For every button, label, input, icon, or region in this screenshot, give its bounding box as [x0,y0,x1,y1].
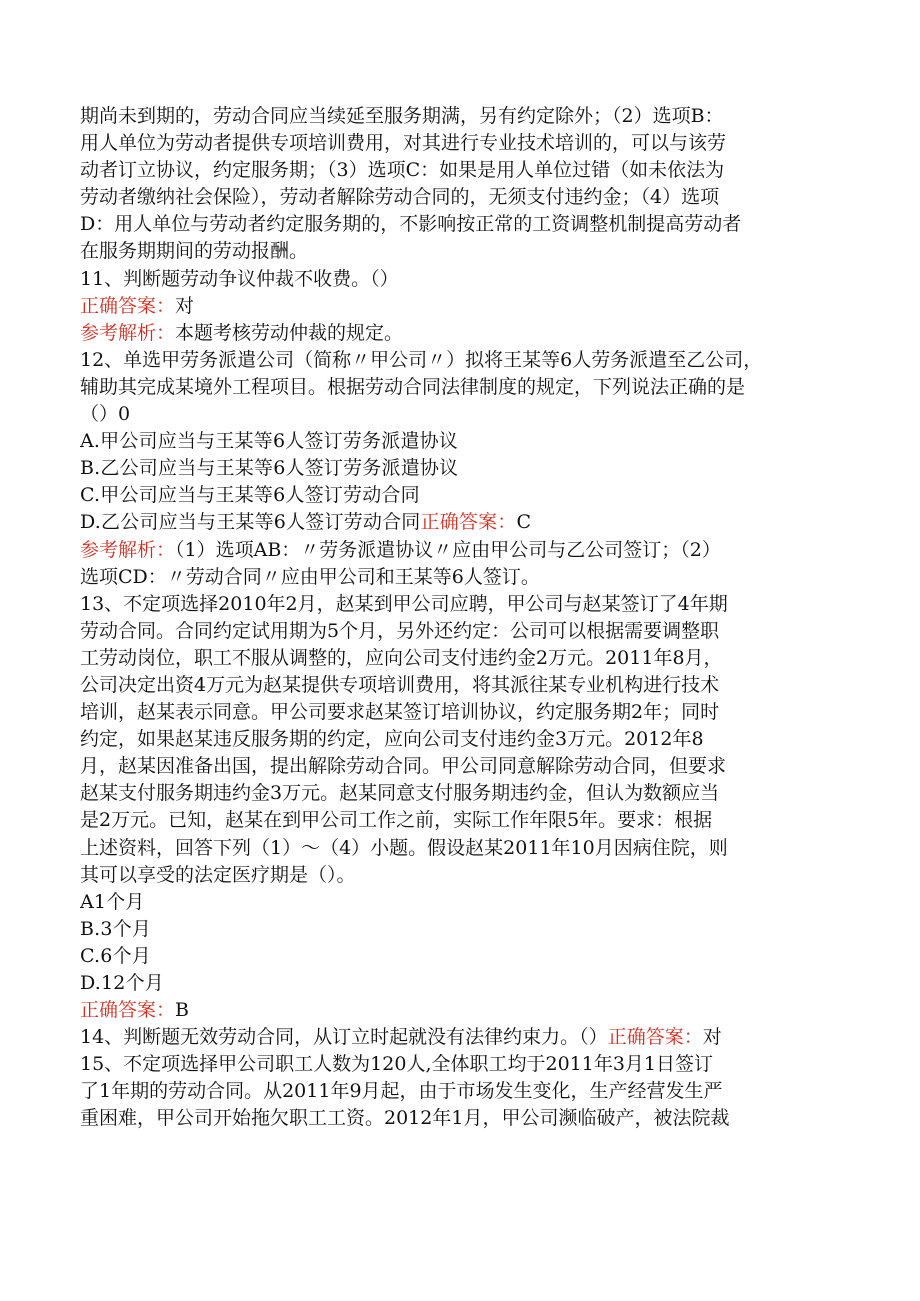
answer-label: 正确答案： [607,1026,703,1049]
option-a: A1个月 [80,890,145,913]
option-c: C.6个月 [80,944,151,967]
answer-line [80,293,840,320]
option-d: D.乙公司应当与王某等6人签订劳动合同 [80,511,421,534]
analysis-line [80,320,840,347]
option-d-with-answer [80,509,840,536]
text-line: 用人单位为劳动者提供专项培训费用，对其进行专业技术培训的，可以与该劳 [80,132,727,155]
question-14 [80,1024,840,1051]
answer-value: C [516,511,532,534]
text-line: （）0 [80,403,131,426]
answer-label: 正确答案： [80,999,176,1022]
option-c: C.甲公司应当与王某等6人签订劳动合同 [80,484,420,507]
text-line: 月，赵某因准备出国，提出解除劳动合同。甲公司同意解除劳动合同，但要求 [80,755,727,778]
text-line: 劳动合同。合同约定试用期为5个月，另外还约定：公司可以根据需要调整职 [80,619,720,642]
text-line: 在服务期期间的劳动报酬。 [80,240,309,263]
answer-label: 正确答案： [420,511,517,534]
text-line: 辅助其完成某境外工程项目。根据劳动合同法律制度的规定，下列说法正确的是 [80,375,746,398]
question-13: 13、不定项选择2010年2月，赵某到甲公司应聘，甲公司与赵某签订了4年期 [80,592,728,615]
text-line: 了1年期的劳动合同。从2011年9月起，由于市场发生变化，生产经营发生严 [80,1080,723,1103]
text-line: 培训，赵某表示同意。甲公司要求赵某签订培训协议，约定服务期2年；同时 [80,701,720,724]
analysis-label: 参考解析： [80,321,176,344]
text-line: 公司决定出资4万元为赵某提供专项培训费用，将其派往某专业机构进行技术 [80,673,720,696]
option-b: B.乙公司应当与王某等6人签订劳务派遣协议 [80,457,459,480]
text-line: D：用人单位与劳动者约定服务期的，不影响按正常的工资调整机制提高劳动者 [80,213,742,236]
answer-value: B [175,999,189,1022]
question-15: 15、不定项选择甲公司职工人数为120人,全体职工均于2011年3月1日签订 [80,1053,714,1076]
text-line: 约定，如果赵某违反服务期的约定，应向公司支付违约金3万元。2012年8 [80,728,704,751]
text-line: 赵某支付服务期违约金3万元。赵某同意支付服务期违约金，但认为数额应当 [80,782,720,805]
text-line: 动者订立协议，约定服务期；（3）选项C：如果是用人单位过错（如未依法为 [80,159,725,182]
analysis-value: 本题考核劳动仲裁的规定。 [175,321,404,344]
question-14-text: 14、判断题无效劳动合同，从订立时起就没有法律约束力。（） [80,1026,608,1049]
text-line: 选项CD：〃劳动合同〃应由甲公司和王某等6人签订。 [80,565,540,588]
text-line: 上述资料，回答下列（1）～（4）小题。假设赵某2011年10月因病住院，则 [80,836,728,859]
answer-label: 正确答案： [80,294,176,317]
analysis-line [80,537,840,564]
text-line: 其可以享受的法定医疗期是（）。 [80,863,356,886]
answer-line [80,997,840,1024]
option-b: B.3个月 [80,917,152,940]
text-line: 工劳动岗位，职工不服从调整的，应向公司支付违约金2万元。2011年8月， [80,646,723,669]
text-line: 是2万元。已知，赵某在到甲公司工作之前，实际工作年限5年。要求：根据 [80,809,713,832]
question-11: 11、判断题劳动争议仲裁不收费。（） [80,267,399,290]
analysis-label: 参考解析： [80,538,176,561]
text-line: 重困难，甲公司开始拖欠职工工资。2012年1月，甲公司濒临破产，被法院裁 [80,1107,730,1130]
option-a: A.甲公司应当与王某等6人签订劳务派遣协议 [80,430,459,453]
answer-value: 对 [175,294,195,317]
text-line: 劳动者缴纳社会保险），劳动者解除劳动合同的，无须支付违约金；（4）选项 [80,186,720,209]
option-d: D.12个月 [80,972,164,994]
answer-value: 对 [702,1026,722,1049]
question-12: 12、单选甲劳务派遣公司（简称〃甲公司〃）拟将王某等6人劳务派遣至乙公司， [80,348,763,371]
text-line: 期尚未到期的，劳动合同应当续延至服务期满，另有约定除外；（2）选项B： [80,105,724,127]
analysis-value: （1）选项AB：〃劳务派遣协议〃应由甲公司与乙公司签订；（2） [175,538,721,561]
